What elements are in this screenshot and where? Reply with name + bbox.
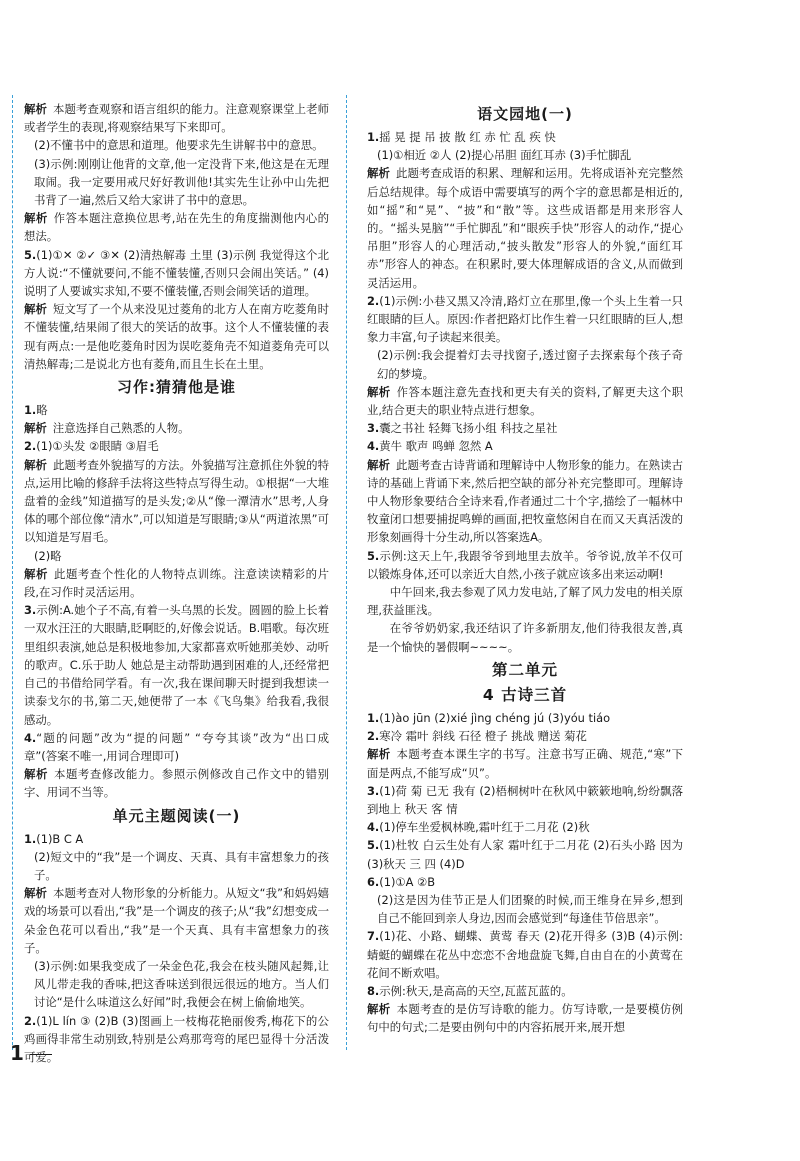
- analysis-label: 解析: [367, 747, 391, 762]
- answer-paragraph: [24, 246, 329, 301]
- answer-paragraph: [24, 848, 329, 884]
- paragraph-text: 作答本题注意先查找和更夫有关的资料,了解更夫这个职业,结合更夫的职业特点进行想象。: [367, 384, 683, 418]
- question-number: 5.: [367, 548, 380, 563]
- paragraph-text: 本题考查观察和语言组织的能力。注意观察课堂上老师或者学生的表现,将观察结果写下来即可。: [24, 102, 329, 135]
- question-number: 2.: [24, 439, 37, 454]
- paragraph-text: (2)这是因为佳节正是人们团聚的时候,而王维身在异乡,想到自己不能回到亲人身边,因而会感觉到“每逢佳节倍思亲”。: [377, 892, 683, 926]
- analysis-label: 解析: [24, 886, 47, 901]
- analysis-paragraph: [24, 565, 329, 601]
- footer-dash: [30, 1054, 52, 1055]
- analysis-paragraph: [367, 745, 683, 781]
- paragraph-text: (1)B C A: [36, 831, 84, 846]
- answer-paragraph: [367, 836, 683, 872]
- analysis-paragraph: [367, 164, 683, 291]
- answer-paragraph: [24, 547, 329, 565]
- answer-paragraph: [367, 818, 683, 836]
- paragraph-text: 摇 晃 提 吊 披 散 红 赤 忙 乱 疾 快: [379, 130, 556, 144]
- paragraph-text: 示例:A.她个子不高,有着一头乌黑的长发。圆圆的脸上长着一双水汪汪的大眼睛,眨啊眨的,好像会说话。B.唱歌。每次班里组织表演,她总是积极地参加,大家都喜欢听她那美妙、动听的歌声。C.乐于助人 她总是主动帮助遇到困难的人,还经常把自己的书借给同学看。有一次,我在课间聊天时提到我想读一读泰戈尔的书,第二天,她便带了一本《飞鸟集》给我看,我很感动。: [24, 603, 329, 727]
- answer-paragraph: [24, 155, 329, 210]
- analysis-paragraph: [24, 456, 329, 547]
- analysis-paragraph: [367, 383, 683, 419]
- answer-paragraph: [367, 146, 683, 164]
- section-heading: 第二单元: [491, 660, 558, 679]
- page-number: 1: [10, 1041, 24, 1065]
- paragraph-text: (2)不懂书中的意思和道理。他要求先生讲解书中的意思。: [34, 138, 324, 153]
- answer-paragraph: [367, 927, 683, 982]
- paragraph-text: 中午回来,我去参观了风力发电站,了解了风力发电的相关原理,获益匪浅。: [367, 585, 683, 618]
- paragraph-text: 寒冷 霜叶 斜线 石径 橙子 挑战 赠送 菊花: [379, 729, 587, 744]
- answer-paragraph: [24, 601, 329, 728]
- analysis-label: 解析: [24, 421, 47, 436]
- analysis-label: 解析: [24, 767, 48, 782]
- paragraph-text: 略: [36, 403, 48, 418]
- paragraph-text: 注意选择自己熟悉的人物。: [52, 421, 190, 436]
- analysis-paragraph: [367, 456, 683, 547]
- paragraph-text: (1)荷 菊 已无 我有 (2)梧桐树叶在秋风中簌簌地响,纷纷飘落到地上 秋天 客 情: [367, 783, 683, 816]
- paragraph-text: 短文写了一个从来没见过菱角的北方人在南方吃菱角时不懂装懂,结果闹了很大的笑话的故事。这个人不懂装懂的表现有两点:一是他吃菱角时因为误吃菱角壳不知道菱角壳可以清热解毒;二是说北方也有菱角,而且生长在土里。: [24, 302, 329, 371]
- paragraph-text: 本题考查对人物形象的分析能力。从短文“我”和妈妈嬉戏的场景可以看出,“我”是一个调皮的孩子;从“我”幻想变成一朵金色花可以看出,“我”是一个天真、具有丰富想象力的孩子。: [24, 886, 329, 955]
- paragraph-text: (1)ào jūn (2)xié jìng chéng jú (3)yóu tiáo: [379, 710, 611, 725]
- analysis-label: 解析: [367, 166, 390, 181]
- question-number: 5.: [367, 838, 380, 853]
- paragraph-text: 此题考查成语的积累、理解和运用。先将成语补充完整然后总结规律。每个成语中需要填写的两个字的意思都是相近的,如“摇”和“晃”、“披”和“散”等。这些成语都是用来形容人的。“摇头晃脑”“手忙脚乱”和“眼疾手快”形容人的动作,“提心吊胆”形容人的心理活动,“披头散发”形容人的外貌,“面红耳赤”形容人的神态。在积累时,要大体理解成语的含义,从而做到灵活运用。: [367, 166, 683, 290]
- question-number: 2.: [367, 729, 380, 744]
- paragraph-text: (1)花、小路、蝴蝶、黄莺 春天 (2)花开得多 (3)B (4)示例:蜻蜓的蝴蝶在花丛中恋恋不舍地盘旋飞舞,自由自在的小黄莺在花间不断欢唱。: [367, 929, 683, 980]
- answer-paragraph: [367, 437, 683, 455]
- paragraph-text: 作答本题注意换位思考,站在先生的角度揣测他内心的想法。: [24, 211, 329, 244]
- question-number: 4.: [367, 820, 380, 835]
- answer-paragraph: [24, 136, 329, 154]
- paragraph-text: 本题考查本课生字的书写。注意书写正确、规范,“寒”下面是两点,不能写成“贝”。: [367, 747, 683, 780]
- paragraph-text: (1)①✕ ②✓ ③✕ (2)清热解毒 土里 (3)示例 我觉得这个北方人说:“不懂就要问,不能不懂装懂,否则只会闹出笑话。” (4)说明了人要诚实求知,不要不懂装懂,否则会闹笑话的道理。: [24, 247, 329, 299]
- paragraph-text: 此题考查外貌描写的方法。外貌描写注意抓住外貌的特点,运用比喻的修辞手法将这些特点写得生动。①根据“一大堆盘着的金线”知道描写的是头发;②从“像一潭清水”思考,人身体的哪个部位像“清水”,可以知道是写眼睛;③从“两道浓黑”可以知道是写眉毛。: [24, 457, 329, 545]
- middle-dashed-divider: [346, 95, 347, 1050]
- answer-paragraph: [367, 419, 683, 437]
- paragraph-text: 示例:秋天,是高高的天空,瓦蓝瓦蓝的。: [379, 983, 573, 998]
- question-number: 6.: [367, 874, 380, 889]
- section-heading: 单元主题阅读(一): [112, 806, 241, 825]
- page-footer: [10, 1041, 52, 1065]
- paragraph-text: 本题考查的是仿写诗歌的能力。仿写诗歌,一是要模仿例句中的句式;二是要由例句中的内容拓展开来,展开想: [367, 1002, 683, 1035]
- paragraph-text: (3)示例:刚刚让他背的文章,他一定没背下来,他这是在无理取闹。我一定要用戒尺好好教训他!其实先生让孙中山先把书背了一遍,然后又给大家讲了书中的意思。: [34, 156, 329, 208]
- analysis-label: 解析: [367, 457, 390, 472]
- answer-paragraph: [24, 437, 329, 455]
- left-column: [24, 100, 329, 1066]
- paragraph-text: 此题考查古诗背诵和理解诗中人物形象的能力。在熟读古诗的基础上背诵下来,然后把空缺的部分补充完整即可。理解诗中人物形象要结合全诗来看,作者通过二十个字,描绘了一幅林中牧童闭口想要捕捉鸣蝉的画面,把牧童悠闲自在而又天真活泼的形象刻画得十分生动,所以答案选A。: [367, 457, 683, 545]
- question-number: 3.: [367, 421, 380, 436]
- paragraph-text: (1)L lín ③ (2)B (3)图画上一枝梅花艳丽俊秀,梅花下的公鸡画得非常生动别致,特别是公鸡那弯弯的尾巴显得十分活泼可爱。: [24, 1013, 329, 1064]
- paragraph-text: 囊之书社 轻舞飞扬小组 科技之星社: [379, 421, 558, 436]
- answer-paragraph: [367, 982, 683, 1000]
- answer-paragraph: [24, 401, 329, 419]
- answer-paragraph: [367, 292, 683, 347]
- analysis-paragraph: [24, 884, 329, 957]
- paragraph-text: 此题考查个性化的人物特点训练。注意读读精彩的片段,在习作时灵活运用。: [24, 566, 329, 600]
- answer-paragraph: [367, 128, 683, 146]
- answer-paragraph: [367, 709, 683, 727]
- paragraph-text: 本题考查修改能力。参照示例修改自己作文中的错别字、用词不当等。: [24, 767, 329, 800]
- analysis-label: 解析: [24, 302, 48, 317]
- paragraph-text: (1)停车坐爱枫林晚,霜叶红于二月花 (2)秋: [379, 820, 590, 835]
- question-number: 3.: [24, 603, 37, 618]
- paragraph-text: (2)短文中的“我”是一个调皮、天真、具有丰富想象力的孩子。: [34, 849, 329, 882]
- analysis-label: 解析: [367, 384, 391, 399]
- analysis-paragraph: [24, 765, 329, 801]
- answer-paragraph: [24, 729, 329, 765]
- left-dashed-border: [12, 95, 13, 1050]
- analysis-paragraph: [367, 1000, 683, 1036]
- answer-paragraph: [367, 619, 683, 655]
- question-number: 3.: [367, 783, 380, 798]
- answer-paragraph: [24, 830, 329, 848]
- answer-paragraph: [367, 547, 683, 583]
- right-column: [367, 100, 683, 1037]
- question-number: 4.: [367, 439, 380, 454]
- question-number: 8.: [367, 983, 380, 998]
- paragraph-text: 在爷爷奶奶家,我还结识了许多新朋友,他们待我很友善,真是一个愉快的暑假啊~~~~。: [367, 621, 683, 654]
- answer-paragraph: [367, 873, 683, 891]
- paragraph-text: (2)示例:我会提着灯去寻找窗子,透过窗子去探索每个孩子奇幻的梦境。: [377, 348, 683, 381]
- paragraph-text: “题的问题”改为“提的问题” “夸夸其谈”改为“出口成章”(答案不唯一,用词合理即可): [24, 730, 329, 763]
- question-number: 5.: [24, 247, 37, 262]
- paragraph-text: (1)①头发 ②眼睛 ③眉毛: [36, 439, 159, 454]
- section-heading: 语文园地(一): [477, 105, 573, 123]
- paragraph-text: 黄牛 歌声 鸣蝉 忽然 A: [379, 439, 493, 454]
- answer-paragraph: [367, 891, 683, 927]
- analysis-label: 解析: [24, 566, 48, 581]
- question-number: 4.: [24, 730, 37, 745]
- question-number: 2.: [367, 293, 380, 308]
- answer-paragraph: [24, 1012, 329, 1067]
- paragraph-text: (1)①相近 ②人 (2)提心吊胆 面红耳赤 (3)手忙脚乱: [377, 148, 632, 163]
- paragraph-text: (3)示例:如果我变成了一朵金色花,我会在枝头随风起舞,让风儿带走我的香味,把这香味送到很远很远的地方。当人们讨论“是什么味道这么好闻”时,我便会在树上偷偷地笑。: [34, 958, 329, 1010]
- section-heading: 习作:猜猜他是谁: [117, 378, 236, 397]
- analysis-label: 解析: [24, 102, 48, 116]
- analysis-paragraph: [24, 300, 329, 373]
- question-number: 1.: [24, 403, 37, 418]
- analysis-label: 解析: [367, 1002, 391, 1017]
- question-number: 1.: [24, 831, 37, 846]
- analysis-paragraph: [24, 100, 329, 136]
- analysis-paragraph: [24, 209, 329, 245]
- paragraph-text: 示例:这天上午,我跟爷爷到地里去放羊。爷爷说,放羊不仅可以锻炼身体,还可以亲近大自然,小孩子就应该多出来运动啊!: [367, 548, 683, 581]
- answer-paragraph: [24, 957, 329, 1012]
- analysis-label: 解析: [24, 457, 48, 472]
- answer-paragraph: [367, 346, 683, 382]
- question-number: 1.: [367, 710, 380, 725]
- answer-paragraph: [367, 782, 683, 818]
- answer-paragraph: [367, 583, 683, 619]
- paragraph-text: (2)略: [34, 548, 62, 563]
- answer-paragraph: [367, 727, 683, 745]
- question-number: 2.: [24, 1013, 37, 1028]
- section-heading: 4 古诗三首: [482, 685, 568, 704]
- paragraph-text: (1)①A ②B: [379, 874, 436, 889]
- question-number: 1.: [367, 130, 380, 144]
- analysis-label: 解析: [24, 211, 48, 226]
- question-number: 7.: [367, 929, 380, 944]
- paragraph-text: (1)示例:小巷又黑又冷清,路灯立在那里,像一个头上生着一只红眼睛的巨人。原因:作者把路灯比作生着一只红眼睛的巨人,想象力丰富,句子读起来很美。: [367, 293, 683, 345]
- analysis-paragraph: [24, 419, 329, 437]
- paragraph-text: (1)杜牧 白云生处有人家 霜叶红于二月花 (2)石头小路 因为 (3)秋天 三 四 (4)D: [367, 838, 683, 871]
